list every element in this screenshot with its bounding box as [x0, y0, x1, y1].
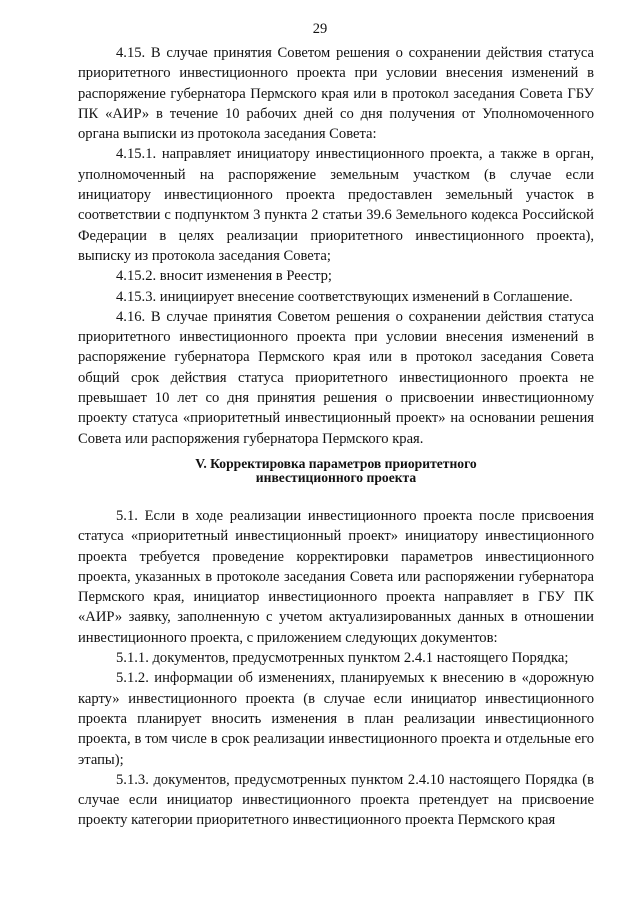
section-heading-line1: V. Корректировка параметров приоритетного — [195, 455, 477, 471]
page-number: 29 — [312, 21, 328, 37]
paragraph-4-15-3: 4.15.3. инициирует внесение соответствующих изменений в Соглашение. — [116, 288, 573, 305]
paragraph-4-15-2: 4.15.2. вносит изменения в Реестр; — [116, 268, 332, 285]
paragraph-5-1-3: 5.1.3. документов, предусмотренных пунктом 2.4.10 настоящего Порядка (в случае если инициатор инвестиционного проекта претендует на присвоение проекту категории приоритетного инвестиционного проекта Пермского края — [78, 771, 594, 829]
paragraph-4-15-1: 4.15.1. направляет инициатору инвестиционного проекта, а также в орган, уполномоченный на распоряжение земельным участком (в случае если инициатору инвестиционного проекта предоставлен земельный участок в соответствии с подпунктом 3 пункта 2 статьи 39.6 Земельного кодекса Российской Федерации в целях реализации приоритетного инвестиционного проекта), выписку из протокола заседания Совета; — [78, 146, 594, 264]
paragraph-5-1-2: 5.1.2. информации об изменениях, планируемых к внесению в «дорожную карту» инвестиционного проекта (в случае если инициатор инвестиционного проекта планирует вносить изменения в план реализации инвестиционного проекта, в том числе в срок реализации инвестиционного проекта и отдельные его этапы); — [78, 670, 594, 768]
section-heading-line2: инвестиционного проекта — [255, 470, 417, 486]
paragraph-4-15: 4.15. В случае принятия Советом решения о сохранении действия статуса приоритетного инвестиционного проекта при условии внесения изменений в распоряжение губернатора Пермского края или в протокол заседания Совета ГБУ ПК «АИР» в течение 10 рабочих дней со дня получения от Уполномоченного органа выписки из протокола заседания Совета: — [78, 45, 594, 143]
document-body — [78, 43, 594, 831]
paragraph-4-16: 4.16. В случае принятия Советом решения о сохранении действия статуса приоритетного инвестиционного проекта при условии внесения изменений в распоряжение губернатора Пермского края или в протокол заседания Совета общий срок действия статуса приоритетного инвестиционного проекта не превышает 10 лет со дня принятия решения о присвоении инвестиционному проекту статуса «приоритетный инвестиционный проект» на основании решения Совета или распоряжения губернатора Пермского края. — [78, 308, 594, 447]
paragraph-5-1: 5.1. Если в ходе реализации инвестиционного проекта после присвоения статуса «приоритетный инвестиционный проект» инициатору инвестиционного проекта требуется проведение корректировки параметров инвестиционного проекта, указанных в протоколе заседания Совета или распоряжении губернатора Пермского края, инициатор инвестиционного проекта направляет в ГБУ ПК «АИР» заявку, заполненную с учетом актуализированных данных в отношении инвестиционного проекта, с приложением следующих документов: — [78, 507, 594, 646]
section-heading — [78, 457, 594, 486]
paragraph-5-1-1: 5.1.1. документов, предусмотренных пунктом 2.4.1 настоящего Порядка; — [116, 650, 569, 667]
